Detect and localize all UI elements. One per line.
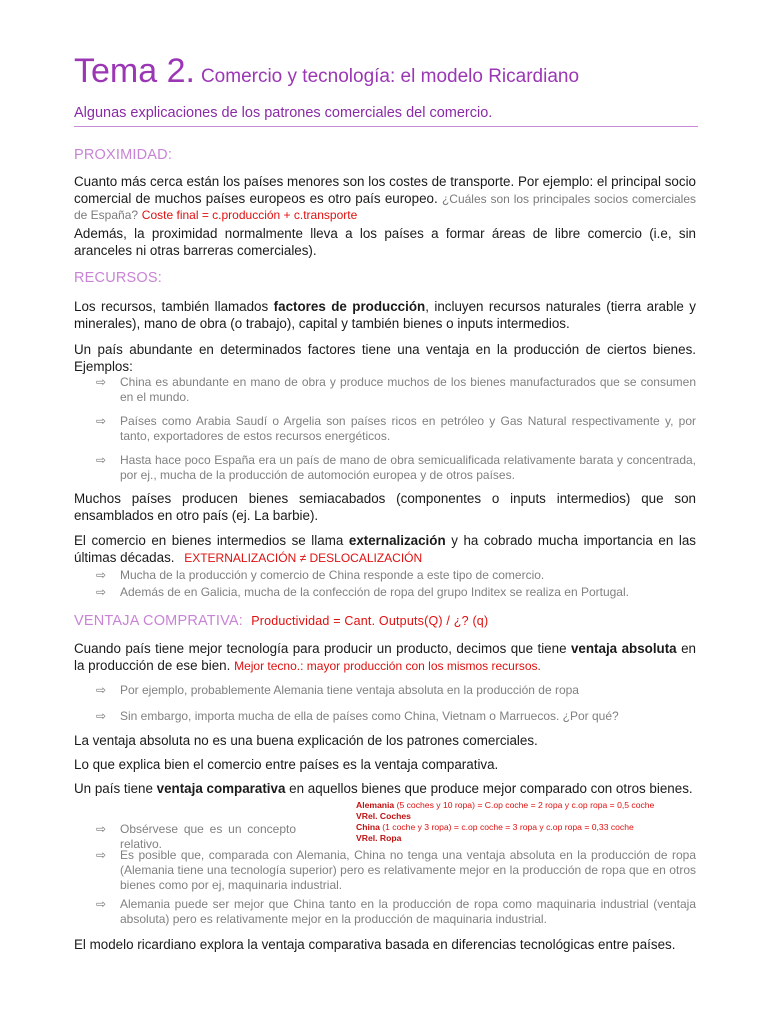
handwritten-note: Mejor tecno.: mayor producción con los mismos recursos.: [234, 658, 541, 673]
page-subtitle: Algunas explicaciones de los patrones comerciales del comercio.: [74, 105, 493, 121]
paragraph: Un país abundante en determinados factores tiene una ventaja en la producción de ciertos bienes. Ejemplos:: [74, 342, 696, 374]
example-note: China (1 coche y 3 ropa) = c.op coche = 3 ropa y c.op ropa = 0,33 coche: [356, 822, 634, 832]
page-title: [74, 52, 579, 91]
list-item: ⇨ China es abundante en mano de obra y produce muchos de los bienes manufacturados que se consumen en el mundo.: [96, 375, 696, 404]
example-note: VRel. Ropa: [356, 833, 402, 843]
paragraph: Cuanto más cerca están los países menores son los costes de transporte. Por ejemplo: el principal socio comercial de muchos países europeos es otro país europeo. ¿Cuáles son los principales socios comerciales de España? Coste final = c.producción + c.transporte: [74, 174, 696, 222]
list-item: ⇨ Sin embargo, importa mucha de ella de países como China, Vietnam o Marruecos. ¿Por qué?: [96, 709, 619, 723]
arrow-icon: ⇨: [96, 453, 107, 467]
section-heading-proximidad: PROXIMIDAD:: [74, 147, 173, 163]
section-heading-ventaja: VENTAJA COMPRATIVA: Productividad = Cant. Outputs(Q) / ¿? (q): [74, 613, 489, 629]
title-text: Comercio y tecnología: el modelo Ricardiano: [200, 66, 580, 87]
question-text: ¿Cuáles son los principales socios comerciales de España?: [74, 191, 696, 222]
arrow-icon: ⇨: [96, 414, 107, 428]
paragraph: Lo que explica bien el comercio entre países es la ventaja comparativa.: [74, 757, 499, 772]
list-item: ⇨ Hasta hace poco España era un país de mano de obra semicualificada relativamente barata y concentrada, por ej., mucha de la producción de automoción europea y de otros países.: [96, 453, 696, 482]
paragraph: Un país tiene ventaja comparativa en aquellos bienes que produce mejor comparado con otros bienes.: [74, 781, 693, 796]
section-heading-recursos: RECURSOS:: [74, 270, 163, 286]
paragraph: El modelo ricardiano explora la ventaja comparativa basada en diferencias tecnológicas entre países.: [74, 937, 676, 952]
list-item: ⇨ Por ejemplo, probablemente Alemania tiene ventaja absoluta en la producción de ropa: [96, 683, 579, 697]
handwritten-note: Coste final = c.producción + c.transporte: [141, 208, 358, 222]
example-note: VRel. Coches: [356, 811, 411, 821]
arrow-icon: ⇨: [96, 897, 107, 911]
handwritten-note: EXTERNALIZACIÓN ≠ DESLOCALIZACIÓN: [184, 550, 423, 565]
paragraph: Los recursos, también llamados factores de producción, incluyen recursos naturales (tierra arable y minerales), mano de obra (o trabajo), capital y también bienes o inputs intermedios.: [74, 299, 696, 331]
paragraph: Muchos países producen bienes semiacabados (componentes o inputs intermedios) que son ensamblados en otro país (ej. La barbie).: [74, 491, 696, 523]
arrow-icon: ⇨: [96, 585, 107, 599]
arrow-icon: ⇨: [96, 709, 107, 723]
title-divider: [74, 126, 698, 127]
arrow-icon: ⇨: [96, 822, 107, 836]
paragraph: Cuando país tiene mejor tecnología para producir un producto, decimos que tiene ventaja absoluta en la producción de ese bien. Mejor tecno.: mayor producción con los mismos recursos.: [74, 641, 696, 673]
list-item: ⇨ Además de en Galicia, mucha de la confección de ropa del grupo Inditex se realiza en Portugal.: [96, 585, 629, 599]
list-item: ⇨ Países como Arabia Saudí o Argelia son países ricos en petróleo y Gas Natural respectivamente y, por tanto, exportadores de estos recursos energéticos.: [96, 414, 696, 443]
list-item: ⇨ Alemania puede ser mejor que China tanto en la producción de ropa como maquinaria industrial (ventaja absoluta) pero es relativamente mejor en la producción de maquinaria industrial.: [96, 897, 696, 926]
arrow-icon: ⇨: [96, 848, 107, 862]
arrow-icon: ⇨: [96, 375, 107, 389]
example-note: Alemania (5 coches y 10 ropa) = C.op coche = 2 ropa y c.op ropa = 0,5 coche: [356, 800, 655, 810]
arrow-icon: ⇨: [96, 568, 107, 582]
paragraph: El comercio en bienes intermedios se llama externalización y ha cobrado mucha importancia en las últimas décadas. EXTERNALIZACIÓN ≠ DESLOCALIZACIÓN: [74, 533, 696, 565]
list-item: ⇨ Obsérvese que es un concepto relativo.: [96, 822, 296, 851]
paragraph: La ventaja absoluta no es una buena explicación de los patrones comerciales.: [74, 733, 538, 748]
list-item: ⇨ Mucha de la producción y comercio de China responde a este tipo de comercio.: [96, 568, 545, 582]
handwritten-note: Productividad = Cant. Outputs(Q) / ¿? (q): [251, 614, 489, 628]
title-number: Tema 2.: [74, 52, 195, 90]
arrow-icon: ⇨: [96, 683, 107, 697]
list-item: ⇨ Es posible que, comparada con Alemania, China no tenga una ventaja absoluta en la producción de ropa (Alemania tiene una tecnología superior) pero es relativamente mejor en la producción de ropa que en otros bienes como por ej, maquinaria industrial.: [96, 848, 696, 892]
paragraph: Además, la proximidad normalmente lleva a los países a formar áreas de libre comercio (i.e, sin aranceles ni otras barreras comerciales).: [74, 226, 696, 258]
